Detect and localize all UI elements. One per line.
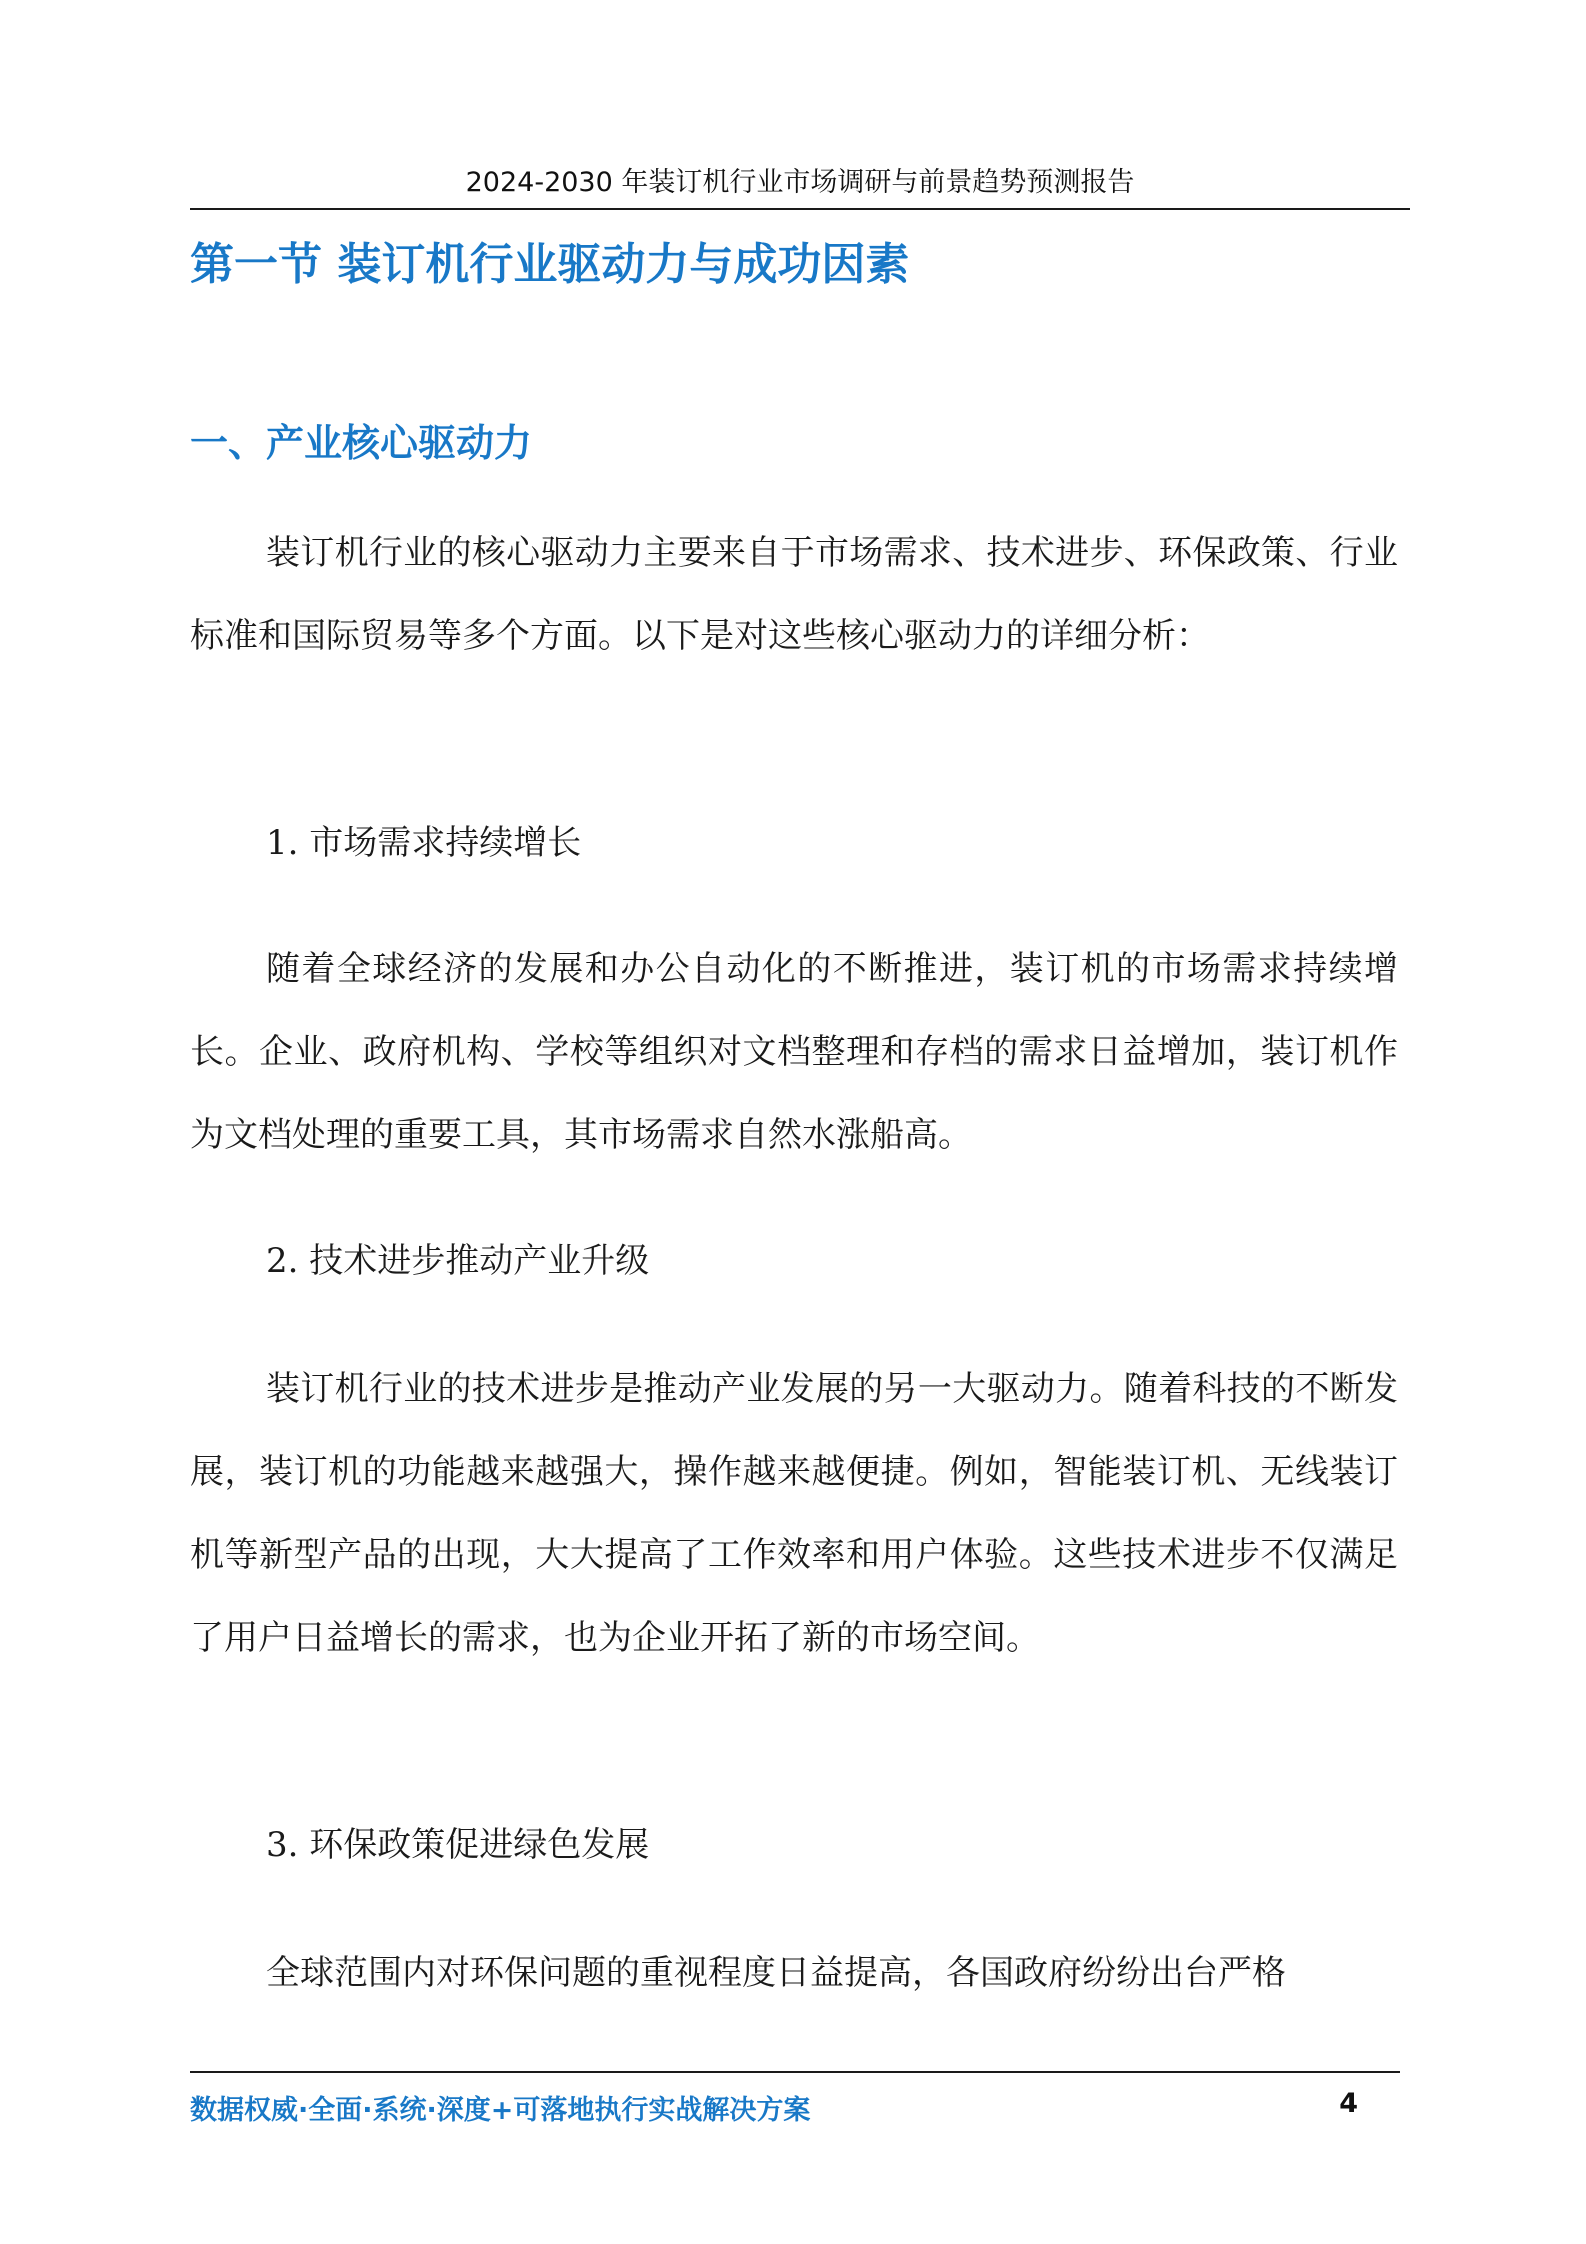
footer-tagline: 数据权威·全面·系统·深度+可落地执行实战解决方案 <box>190 2095 811 2126</box>
footer-divider <box>190 2071 1400 2073</box>
header-divider <box>190 208 1410 210</box>
report-header-title: 2024-2030 年装订机行业市场调研与前景趋势预测报告 <box>465 167 1135 198</box>
item-heading-3: 3. 环保政策促进绿色发展 <box>266 1825 650 1865</box>
item-body-1: 随着全球经济的发展和办公自动化的不断推进，装订机的市场需求持续增长。企业、政府机构、学校等组织对文档整理和存档的需求日益增加，装订机作为文档处理的重要工具，其市场需求自然水涨船高。 <box>190 949 1398 1155</box>
intro-paragraph: 装订机行业的核心驱动力主要来自于市场需求、技术进步、环保政策、行业标准和国际贸易等多个方面。以下是对这些核心驱动力的详细分析： <box>190 533 1398 656</box>
subsection-title: 一、产业核心驱动力 <box>190 421 533 465</box>
item-body-3: 全球范围内对环保问题的重视程度日益提高，各国政府纷纷出台严格 <box>266 1953 1286 1993</box>
item-body-2: 装订机行业的技术进步是推动产业发展的另一大驱动力。随着科技的不断发展，装订机的功能越来越强大，操作越来越便捷。例如，智能装订机、无线装订机等新型产品的出现，大大提高了工作效率和用户体验。这些技术进步不仅满足了用户日益增长的需求，也为企业开拓了新的市场空间。 <box>190 1369 1398 1658</box>
item-heading-2: 2. 技术进步推动产业升级 <box>266 1241 650 1281</box>
section-title: 第一节 装订机行业驱动力与成功因素 <box>190 239 910 290</box>
page-number: 4 <box>1339 2088 1358 2119</box>
item-heading-1: 1. 市场需求持续增长 <box>266 823 582 863</box>
